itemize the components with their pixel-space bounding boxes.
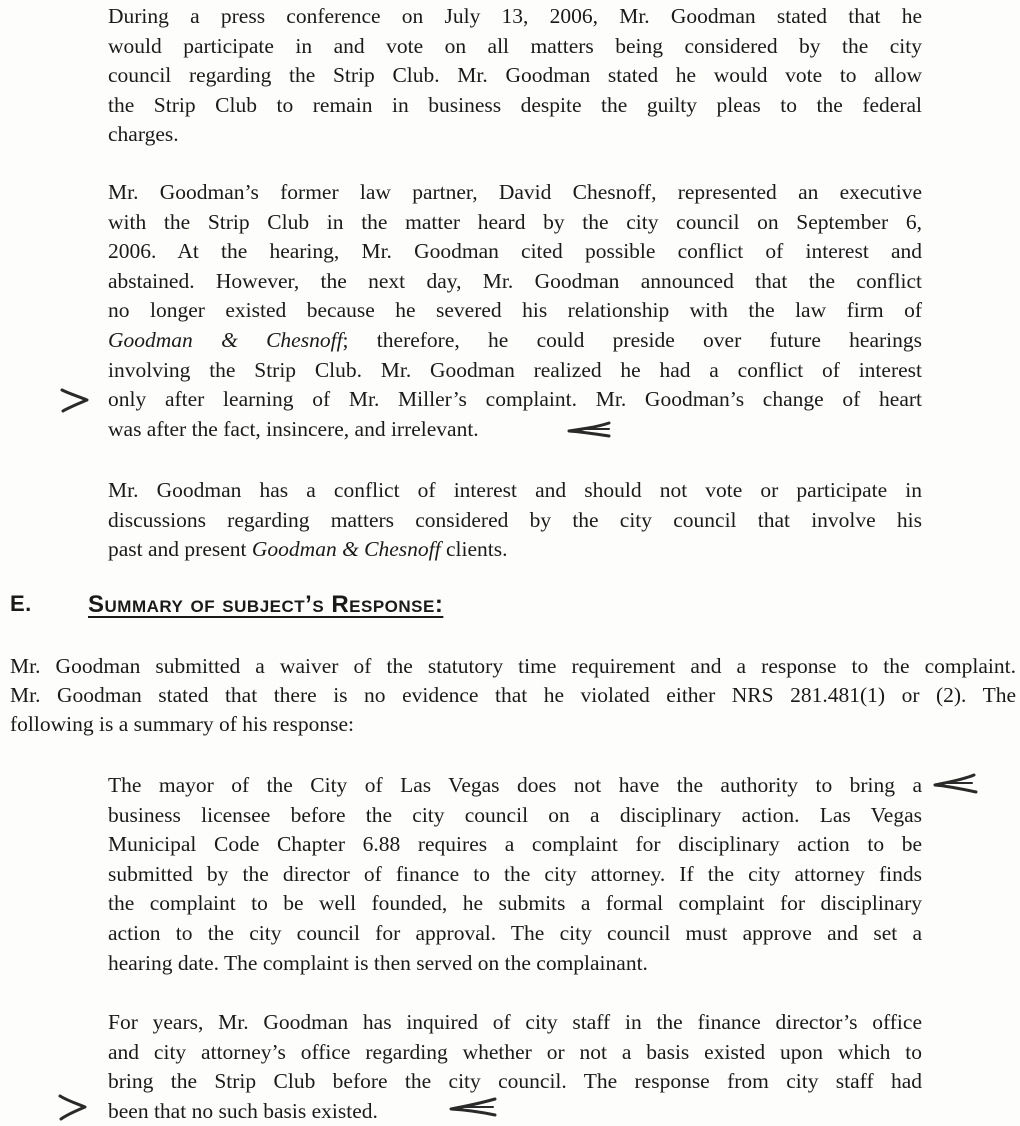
text-line: submitted by the director of finance to the city attorney. If the city attorney finds [108, 861, 922, 886]
text-line: Mr. Goodman has a conflict of interest and should not vote or participate in [108, 478, 922, 502]
handwritten-left-arrow-mark-icon [565, 419, 613, 441]
text-line: business licensee before the city council on a disciplinary action. Las Vegas [108, 802, 922, 827]
handwritten-left-arrow-mark-icon [447, 1096, 499, 1118]
text-line: hearing date. The complaint is then served on the complainant. [108, 950, 648, 975]
paragraph-law-partner [108, 178, 922, 444]
text-line: During a press conference on July 13, 2006, Mr. Goodman stated that he [108, 4, 922, 28]
text-line [108, 326, 922, 356]
handwritten-right-arrow-mark-icon [56, 1092, 90, 1122]
text-line: action to the city council for approval. The city council must approve and set a [108, 920, 922, 945]
firm-name: Goodman & Chesnoff [108, 327, 343, 352]
text-line: and city attorney’s office regarding whether or not a basis existed upon which to [108, 1039, 922, 1064]
text-line: was after the fact, insincere, and irrelevant. [108, 416, 479, 441]
text-line: would participate in and vote on all matters being considered by the city [108, 33, 922, 58]
paragraph-press-conference [108, 2, 922, 150]
text-line: only after learning of Mr. Miller’s complaint. Mr. Goodman’s change of heart [108, 387, 922, 412]
handwritten-left-arrow-mark-icon [930, 772, 980, 796]
text-line: charges. [108, 122, 179, 147]
text-line: the Strip Club to remain in business despite the guilty pleas to the federal [108, 92, 922, 117]
text-line: abstained. However, the next day, Mr. Goodman announced that the conflict [108, 268, 922, 293]
text-line: 2006. At the hearing, Mr. Goodman cited possible conflict of interest and [108, 239, 922, 264]
text-line: council regarding the Strip Club. Mr. Goodman stated he would vote to allow [108, 63, 922, 88]
text-line: Mr. Goodman stated that there is no evidence that he violated either NRS 281.481(1) or (2). The [10, 683, 1016, 708]
section-title: Summary of subject’s Response: [88, 591, 444, 618]
section-letter: E. [10, 591, 32, 616]
handwritten-right-arrow-mark-icon [58, 386, 92, 414]
text-fragment: clients. [440, 537, 508, 562]
text-line: The mayor of the City of Las Vegas does not have the authority to bring a [108, 773, 922, 797]
text-line: Municipal Code Chapter 6.88 requires a complaint for disciplinary action to be [108, 832, 922, 857]
paragraph-conclusion [108, 476, 922, 565]
text-line: Mr. Goodman’s former law partner, David Chesnoff, represented an executive [108, 180, 922, 204]
paragraph-response-intro [10, 652, 1016, 740]
text-line: the complaint to be well founded, he submits a formal complaint for disciplinary [108, 891, 922, 916]
paragraph-city-staff [108, 1008, 922, 1126]
text-line [108, 535, 922, 565]
text-line: involving the Strip Club. Mr. Goodman realized he had a conflict of interest [108, 357, 922, 382]
text-line: been that no such basis existed. [108, 1098, 378, 1123]
text-line: following is a summary of his response: [10, 712, 354, 737]
paragraph-mayor-authority [108, 771, 922, 978]
text-line: no longer existed because he severed his relationship with the law firm of [108, 298, 922, 323]
text-line: Mr. Goodman submitted a waiver of the statutory time requirement and a response to the complaint. [10, 654, 1016, 678]
text-line: bring the Strip Club before the city council. The response from city staff had [108, 1069, 922, 1094]
text-line: For years, Mr. Goodman has inquired of city staff in the finance director’s office [108, 1010, 922, 1034]
text-line: discussions regarding matters considered by the city council that involve his [108, 507, 922, 532]
text-line: with the Strip Club in the matter heard by the city council on September 6, [108, 209, 922, 234]
text-fragment: past and present [108, 537, 252, 562]
text-fragment: ; therefore, he could preside over future hearings [342, 327, 922, 352]
firm-name: Goodman & Chesnoff [251, 537, 441, 562]
